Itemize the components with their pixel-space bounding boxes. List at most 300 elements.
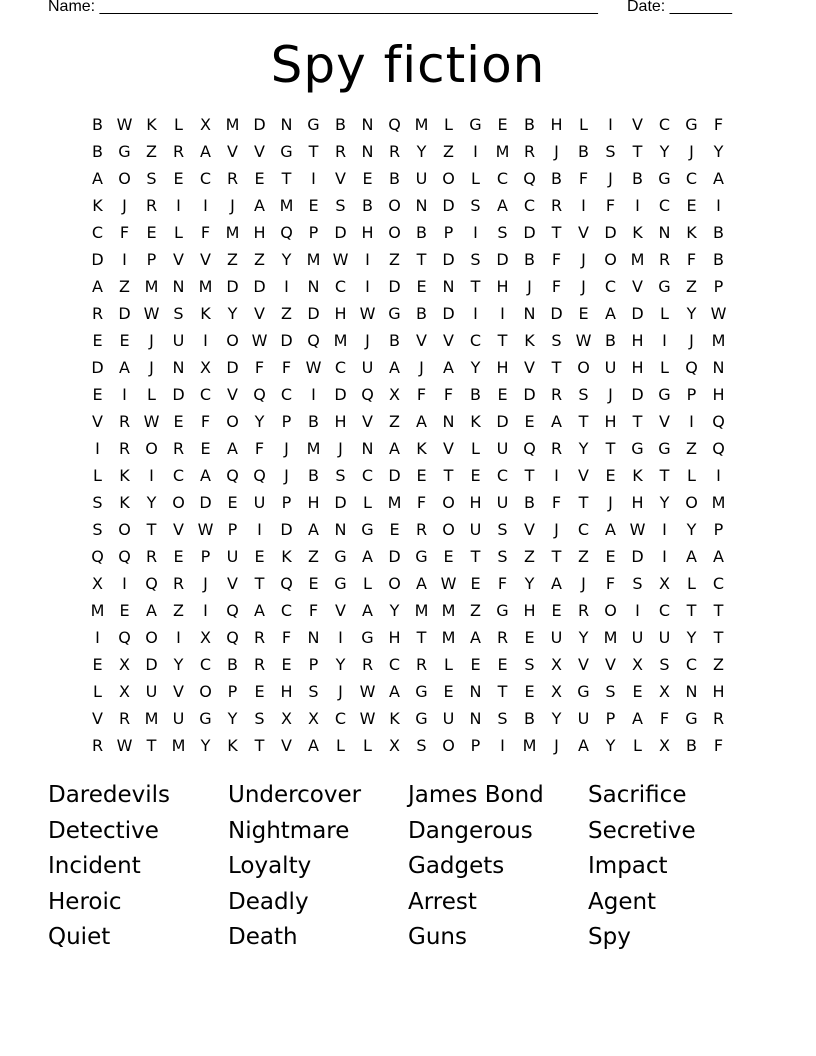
grid-letter: J bbox=[149, 331, 154, 350]
grid-letter: A bbox=[92, 169, 103, 188]
grid-letter: R bbox=[226, 169, 239, 188]
grid-letter: I bbox=[473, 142, 478, 161]
grid-letter: M bbox=[522, 736, 537, 755]
word-bank-item: James Bond bbox=[408, 782, 544, 808]
grid-letter: Y bbox=[254, 412, 265, 431]
grid-letter: A bbox=[200, 142, 211, 161]
date-field-label: Date: _______ bbox=[627, 0, 732, 15]
grid-letter: N bbox=[415, 196, 428, 215]
grid-letter: T bbox=[497, 331, 508, 350]
grid-letter: Z bbox=[470, 601, 481, 620]
grid-letter: E bbox=[254, 682, 265, 701]
grid-letter: J bbox=[284, 466, 289, 485]
grid-letter: J bbox=[365, 331, 370, 350]
grid-letter: B bbox=[227, 655, 238, 674]
grid-letter: X bbox=[659, 574, 670, 593]
grid-letter: S bbox=[470, 196, 481, 215]
grid-letter: P bbox=[281, 412, 292, 431]
grid-letter: U bbox=[172, 709, 185, 728]
grid-letter: Q bbox=[307, 331, 320, 350]
grid-letter: L bbox=[687, 574, 696, 593]
grid-letter: A bbox=[308, 520, 319, 539]
grid-letter: P bbox=[227, 682, 238, 701]
grid-letter: J bbox=[581, 250, 586, 269]
grid-letter: R bbox=[145, 196, 158, 215]
grid-letter: X bbox=[389, 385, 400, 404]
grid-letter: L bbox=[93, 466, 102, 485]
grid-letter: J bbox=[581, 574, 586, 593]
grid-letter: V bbox=[578, 223, 589, 242]
grid-letter: V bbox=[173, 520, 184, 539]
grid-letter: K bbox=[119, 466, 130, 485]
grid-letter: B bbox=[416, 223, 427, 242]
grid-letter: F bbox=[281, 358, 292, 377]
grid-letter: E bbox=[632, 682, 643, 701]
grid-letter: U bbox=[415, 169, 428, 188]
grid-letter: N bbox=[469, 709, 482, 728]
grid-letter: R bbox=[172, 142, 185, 161]
grid-letter: H bbox=[334, 304, 347, 323]
grid-letter: T bbox=[578, 493, 589, 512]
grid-letter: A bbox=[605, 304, 616, 323]
grid-letter: M bbox=[495, 142, 510, 161]
grid-letter: U bbox=[253, 493, 266, 512]
grid-letter: D bbox=[550, 304, 563, 323]
grid-letter: W bbox=[332, 250, 349, 269]
grid-letter: M bbox=[333, 331, 348, 350]
grid-letter: A bbox=[416, 412, 427, 431]
grid-letter: C bbox=[577, 520, 590, 539]
grid-letter: I bbox=[608, 115, 613, 134]
grid-letter: K bbox=[146, 115, 157, 134]
grid-letter: J bbox=[230, 196, 235, 215]
grid-letter: G bbox=[658, 385, 671, 404]
grid-letter: Y bbox=[173, 655, 184, 674]
grid-letter: K bbox=[632, 466, 643, 485]
grid-letter: G bbox=[334, 574, 347, 593]
grid-letter: U bbox=[361, 358, 374, 377]
grid-letter: A bbox=[389, 439, 400, 458]
grid-letter: T bbox=[470, 277, 481, 296]
grid-letter: S bbox=[335, 196, 346, 215]
grid-letter: H bbox=[523, 601, 536, 620]
grid-letter: Z bbox=[254, 250, 265, 269]
grid-letter: D bbox=[253, 277, 266, 296]
grid-letter: E bbox=[308, 574, 319, 593]
grid-letter: M bbox=[387, 493, 402, 512]
grid-letter: L bbox=[444, 115, 453, 134]
grid-letter: J bbox=[554, 142, 559, 161]
grid-letter: H bbox=[604, 412, 617, 431]
grid-letter: D bbox=[388, 277, 401, 296]
grid-row bbox=[84, 219, 732, 246]
grid-letter: Z bbox=[686, 277, 697, 296]
grid-letter: K bbox=[686, 223, 697, 242]
grid-letter: N bbox=[172, 358, 185, 377]
grid-letter: R bbox=[658, 250, 671, 269]
grid-letter: P bbox=[470, 736, 481, 755]
word-bank-item: Dangerous bbox=[408, 817, 533, 844]
grid-letter: K bbox=[227, 736, 238, 755]
grid-letter: G bbox=[658, 277, 671, 296]
word-bank-item: Arrest bbox=[408, 888, 477, 915]
grid-letter: S bbox=[497, 547, 508, 566]
grid-letter: L bbox=[93, 682, 102, 701]
grid-letter: R bbox=[118, 412, 131, 431]
grid-letter: Y bbox=[551, 709, 562, 728]
grid-letter: V bbox=[254, 142, 265, 161]
grid-letter: A bbox=[146, 601, 157, 620]
grid-letter: S bbox=[92, 520, 103, 539]
grid-letter: Z bbox=[578, 547, 589, 566]
grid-letter: A bbox=[605, 520, 616, 539]
grid-letter: D bbox=[631, 547, 644, 566]
grid-letter: F bbox=[281, 628, 292, 647]
grid-row bbox=[84, 354, 732, 381]
grid-letter: B bbox=[362, 196, 373, 215]
grid-letter: V bbox=[443, 331, 454, 350]
grid-letter: B bbox=[713, 250, 724, 269]
grid-letter: M bbox=[279, 196, 294, 215]
grid-letter: E bbox=[254, 169, 265, 188]
grid-row bbox=[84, 246, 732, 273]
grid-letter: V bbox=[92, 412, 103, 431]
grid-letter: V bbox=[578, 655, 589, 674]
grid-letter: R bbox=[91, 736, 104, 755]
grid-letter: O bbox=[388, 223, 401, 242]
grid-letter: V bbox=[335, 169, 346, 188]
grid-letter: E bbox=[551, 601, 562, 620]
grid-letter: G bbox=[334, 547, 347, 566]
grid-letter: L bbox=[687, 466, 696, 485]
grid-letter: Y bbox=[227, 304, 238, 323]
grid-letter: Q bbox=[145, 574, 158, 593]
grid-letter: K bbox=[416, 439, 427, 458]
grid-letter: G bbox=[361, 628, 374, 647]
grid-letter: O bbox=[226, 331, 239, 350]
grid-row bbox=[84, 273, 732, 300]
grid-letter: I bbox=[473, 304, 478, 323]
grid-letter: Q bbox=[226, 466, 239, 485]
grid-letter: T bbox=[578, 412, 589, 431]
grid-letter: E bbox=[173, 412, 184, 431]
grid-letter: X bbox=[659, 736, 670, 755]
grid-letter: Y bbox=[659, 142, 670, 161]
grid-letter: S bbox=[173, 304, 184, 323]
grid-letter: T bbox=[605, 439, 616, 458]
grid-letter: C bbox=[388, 655, 401, 674]
grid-letter: B bbox=[524, 709, 535, 728]
grid-letter: Y bbox=[686, 628, 697, 647]
grid-letter: R bbox=[334, 142, 347, 161]
grid-letter: O bbox=[442, 520, 455, 539]
grid-letter: Y bbox=[470, 358, 481, 377]
grid-letter: R bbox=[253, 628, 266, 647]
grid-row bbox=[84, 543, 732, 570]
grid-letter: A bbox=[632, 709, 643, 728]
grid-letter: E bbox=[686, 196, 697, 215]
grid-letter: Q bbox=[280, 574, 293, 593]
grid-letter: Y bbox=[686, 304, 697, 323]
grid-letter: C bbox=[280, 385, 293, 404]
grid-letter: Z bbox=[389, 250, 400, 269]
grid-letter: U bbox=[577, 709, 590, 728]
grid-letter: X bbox=[389, 736, 400, 755]
grid-row bbox=[84, 489, 732, 516]
grid-letter: A bbox=[254, 601, 265, 620]
grid-letter: O bbox=[442, 493, 455, 512]
grid-letter: U bbox=[469, 520, 482, 539]
word-bank-item: Sacrifice bbox=[588, 782, 687, 808]
grid-letter: I bbox=[311, 169, 316, 188]
grid-letter: S bbox=[605, 142, 616, 161]
grid-letter: L bbox=[660, 358, 669, 377]
grid-letter: Q bbox=[523, 169, 536, 188]
grid-letter: M bbox=[414, 115, 429, 134]
grid-letter: W bbox=[143, 412, 160, 431]
grid-letter: E bbox=[524, 682, 535, 701]
grid-letter: H bbox=[550, 115, 563, 134]
grid-letter: K bbox=[524, 331, 535, 350]
grid-letter: Y bbox=[416, 142, 427, 161]
grid-letter: E bbox=[227, 493, 238, 512]
word-bank-item: Loyalty bbox=[228, 853, 312, 879]
grid-letter: M bbox=[144, 709, 159, 728]
grid-letter: W bbox=[143, 304, 160, 323]
grid-letter: E bbox=[470, 574, 481, 593]
grid-letter: Z bbox=[713, 655, 724, 674]
grid-letter: R bbox=[172, 574, 185, 593]
grid-letter: E bbox=[497, 655, 508, 674]
grid-letter: V bbox=[632, 115, 643, 134]
grid-letter: J bbox=[689, 142, 694, 161]
word-bank-item: Heroic bbox=[48, 888, 122, 915]
grid-letter: C bbox=[496, 466, 509, 485]
grid-letter: D bbox=[226, 358, 239, 377]
grid-letter: C bbox=[91, 223, 104, 242]
word-bank-item: Detective bbox=[48, 817, 159, 844]
grid-letter: K bbox=[470, 412, 481, 431]
grid-letter: K bbox=[200, 304, 211, 323]
grid-letter: A bbox=[389, 682, 400, 701]
grid-letter: C bbox=[280, 601, 293, 620]
grid-letter: E bbox=[173, 547, 184, 566]
grid-letter: D bbox=[334, 223, 347, 242]
grid-letter: L bbox=[363, 736, 372, 755]
grid-letter: Z bbox=[146, 142, 157, 161]
grid-letter: W bbox=[197, 520, 214, 539]
page-title: Spy fiction bbox=[270, 36, 546, 94]
grid-letter: A bbox=[551, 412, 562, 431]
grid-letter: T bbox=[416, 250, 427, 269]
grid-letter: M bbox=[306, 250, 321, 269]
grid-letter: L bbox=[471, 439, 480, 458]
grid-letter: M bbox=[90, 601, 105, 620]
grid-letter: E bbox=[416, 466, 427, 485]
grid-letter: I bbox=[635, 601, 640, 620]
grid-letter: U bbox=[172, 331, 185, 350]
grid-letter: N bbox=[685, 682, 698, 701]
grid-letter: J bbox=[527, 277, 532, 296]
grid-letter: Y bbox=[200, 736, 211, 755]
grid-letter: I bbox=[122, 385, 127, 404]
grid-letter: F bbox=[551, 250, 562, 269]
grid-letter: J bbox=[554, 736, 559, 755]
grid-letter: Y bbox=[389, 601, 400, 620]
grid-letter: M bbox=[225, 115, 240, 134]
grid-letter: Y bbox=[227, 709, 238, 728]
grid-letter: T bbox=[551, 223, 562, 242]
grid-letter: Q bbox=[226, 601, 239, 620]
grid-letter: E bbox=[92, 331, 103, 350]
grid-letter: H bbox=[253, 223, 266, 242]
grid-letter: Q bbox=[91, 547, 104, 566]
grid-letter: A bbox=[551, 574, 562, 593]
grid-letter: X bbox=[632, 655, 643, 674]
grid-letter: H bbox=[631, 493, 644, 512]
grid-letter: W bbox=[710, 304, 727, 323]
grid-letter: E bbox=[470, 466, 481, 485]
grid-letter: R bbox=[415, 520, 428, 539]
grid-letter: D bbox=[253, 115, 266, 134]
grid-letter: H bbox=[361, 223, 374, 242]
grid-letter: I bbox=[284, 277, 289, 296]
grid-letter: J bbox=[419, 358, 424, 377]
grid-letter: D bbox=[496, 250, 509, 269]
grid-row bbox=[84, 597, 732, 624]
grid-letter: F bbox=[551, 493, 562, 512]
grid-letter: T bbox=[254, 574, 265, 593]
grid-letter: A bbox=[119, 358, 130, 377]
grid-letter: N bbox=[658, 223, 671, 242]
grid-letter: G bbox=[631, 439, 644, 458]
grid-letter: Y bbox=[281, 250, 292, 269]
grid-letter: M bbox=[711, 493, 726, 512]
grid-letter: D bbox=[199, 493, 212, 512]
grid-letter: R bbox=[118, 709, 131, 728]
grid-letter: R bbox=[388, 142, 401, 161]
grid-letter: X bbox=[119, 655, 130, 674]
grid-letter: X bbox=[308, 709, 319, 728]
grid-letter: F bbox=[416, 385, 427, 404]
grid-letter: K bbox=[119, 493, 130, 512]
grid-letter: L bbox=[444, 655, 453, 674]
grid-letter: E bbox=[443, 547, 454, 566]
grid-letter: I bbox=[500, 736, 505, 755]
grid-letter: D bbox=[280, 520, 293, 539]
grid-letter: I bbox=[473, 223, 478, 242]
word-search-grid bbox=[84, 111, 732, 759]
grid-letter: F bbox=[416, 493, 427, 512]
grid-letter: M bbox=[441, 601, 456, 620]
grid-letter: C bbox=[334, 358, 347, 377]
grid-letter: D bbox=[631, 304, 644, 323]
grid-letter: K bbox=[281, 547, 292, 566]
grid-letter: W bbox=[575, 331, 592, 350]
grid-letter: O bbox=[685, 493, 698, 512]
grid-letter: S bbox=[308, 682, 319, 701]
grid-letter: N bbox=[280, 115, 293, 134]
grid-letter: E bbox=[281, 655, 292, 674]
word-bank-item: Guns bbox=[408, 924, 467, 950]
grid-letter: G bbox=[280, 142, 293, 161]
grid-letter: C bbox=[658, 196, 671, 215]
grid-letter: V bbox=[173, 250, 184, 269]
grid-letter: L bbox=[471, 169, 480, 188]
word-bank-item: Secretive bbox=[588, 817, 696, 844]
grid-letter: W bbox=[359, 682, 376, 701]
grid-letter: S bbox=[659, 655, 670, 674]
grid-letter: F bbox=[254, 358, 265, 377]
grid-letter: B bbox=[686, 736, 697, 755]
grid-letter: Z bbox=[227, 250, 238, 269]
word-bank-item: Quiet bbox=[48, 924, 111, 950]
grid-letter: L bbox=[147, 385, 156, 404]
grid-letter: I bbox=[176, 628, 181, 647]
word-bank-item: Impact bbox=[588, 853, 668, 879]
grid-letter: B bbox=[416, 304, 427, 323]
word-bank-item: Death bbox=[228, 924, 298, 950]
grid-letter: U bbox=[442, 709, 455, 728]
grid-letter: T bbox=[632, 412, 643, 431]
grid-letter: D bbox=[604, 223, 617, 242]
grid-letter: E bbox=[119, 601, 130, 620]
grid-letter: E bbox=[389, 520, 400, 539]
grid-letter: H bbox=[388, 628, 401, 647]
grid-letter: U bbox=[550, 628, 563, 647]
grid-letter: M bbox=[306, 439, 321, 458]
grid-letter: O bbox=[604, 250, 617, 269]
grid-letter: Q bbox=[226, 628, 239, 647]
grid-letter: S bbox=[470, 250, 481, 269]
grid-letter: F bbox=[443, 385, 454, 404]
grid-letter: T bbox=[281, 169, 292, 188]
grid-letter: T bbox=[551, 358, 562, 377]
grid-letter: A bbox=[362, 547, 373, 566]
grid-letter: B bbox=[524, 115, 535, 134]
grid-letter: A bbox=[470, 628, 481, 647]
grid-letter: N bbox=[523, 304, 536, 323]
grid-letter: G bbox=[388, 304, 401, 323]
grid-letter: T bbox=[470, 547, 481, 566]
grid-letter: S bbox=[335, 466, 346, 485]
grid-letter: W bbox=[359, 709, 376, 728]
grid-letter: X bbox=[200, 628, 211, 647]
grid-letter: Z bbox=[281, 304, 292, 323]
grid-letter: C bbox=[685, 655, 698, 674]
grid-letter: H bbox=[712, 385, 725, 404]
grid-letter: P bbox=[281, 493, 292, 512]
grid-letter: X bbox=[281, 709, 292, 728]
grid-letter: B bbox=[92, 115, 103, 134]
grid-letter: V bbox=[578, 466, 589, 485]
grid-letter: D bbox=[280, 331, 293, 350]
grid-letter: E bbox=[524, 628, 535, 647]
grid-letter: W bbox=[440, 574, 457, 593]
grid-letter: C bbox=[199, 169, 212, 188]
grid-letter: Q bbox=[712, 412, 725, 431]
grid-letter: T bbox=[551, 547, 562, 566]
grid-letter: E bbox=[416, 277, 427, 296]
grid-letter: P bbox=[605, 709, 616, 728]
grid-letter: O bbox=[199, 682, 212, 701]
grid-letter: R bbox=[91, 304, 104, 323]
grid-letter: D bbox=[334, 493, 347, 512]
grid-letter: P bbox=[443, 223, 454, 242]
grid-letter: F bbox=[200, 223, 211, 242]
grid-letter: N bbox=[361, 142, 374, 161]
grid-letter: Q bbox=[388, 115, 401, 134]
